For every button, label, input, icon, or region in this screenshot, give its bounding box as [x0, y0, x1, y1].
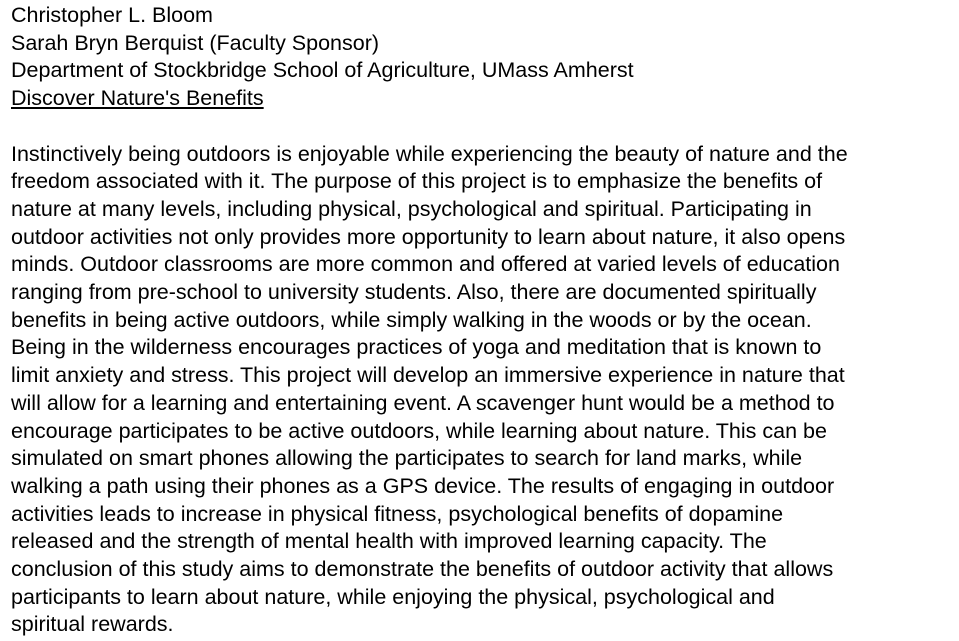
- abstract-line: ranging from pre-school to university students. Also, there are documented spiritually: [11, 280, 817, 305]
- abstract-line: limit anxiety and stress. This project will develop an immersive experience in nature that: [11, 363, 845, 388]
- abstract-line: activities leads to increase in physical fitness, psychological benefits of dopamine: [11, 501, 784, 526]
- faculty-sponsor: Sarah Bryn Berquist (Faculty Sponsor): [11, 30, 380, 55]
- abstract-line: minds. Outdoor classrooms are more common and offered at varied levels of education: [11, 252, 840, 277]
- project-title-link[interactable]: Discover Nature's Benefits: [11, 86, 264, 111]
- abstract-line: simulated on smart phones allowing the participates to search for land marks, while: [11, 446, 803, 471]
- abstract-line: nature at many levels, including physical, psychological and spiritual. Participating in: [11, 196, 812, 221]
- abstract-line: spiritual rewards.: [11, 612, 174, 637]
- abstract-line: participants to learn about nature, while enjoying the physical, psychological and: [11, 584, 775, 609]
- abstract-line: released and the strength of mental health with improved learning capacity. The: [11, 529, 767, 554]
- abstract-line: freedom associated with it. The purpose of this project is to emphasize the benefits of: [11, 169, 823, 194]
- spacer: [11, 113, 959, 141]
- abstract-line: benefits in being active outdoors, while simply walking in the woods or by the ocean.: [11, 307, 812, 332]
- author-name: Christopher L. Bloom: [11, 3, 213, 27]
- abstract-paragraph: [11, 141, 959, 640]
- abstract-line: conclusion of this study aims to demonstrate the benefits of outdoor activity that allows: [11, 557, 834, 582]
- abstract-line: walking a path using their phones as a GPS device. The results of engaging in outdoor: [11, 473, 835, 498]
- abstract-line: Being in the wilderness encourages practices of yoga and meditation that is known to: [11, 335, 822, 360]
- abstract-line: Instinctively being outdoors is enjoyable while experiencing the beauty of nature and the: [11, 141, 848, 166]
- abstract-line: outdoor activities not only provides more opportunity to learn about nature, it also opens: [11, 224, 846, 249]
- abstract-line: will allow for a learning and entertaining event. A scavenger hunt would be a method to: [11, 390, 835, 415]
- header-block: [11, 2, 959, 113]
- abstract-line: encourage participates to be active outdoors, while learning about nature. This can be: [11, 418, 827, 443]
- department: Department of Stockbridge School of Agriculture, UMass Amherst: [11, 58, 634, 83]
